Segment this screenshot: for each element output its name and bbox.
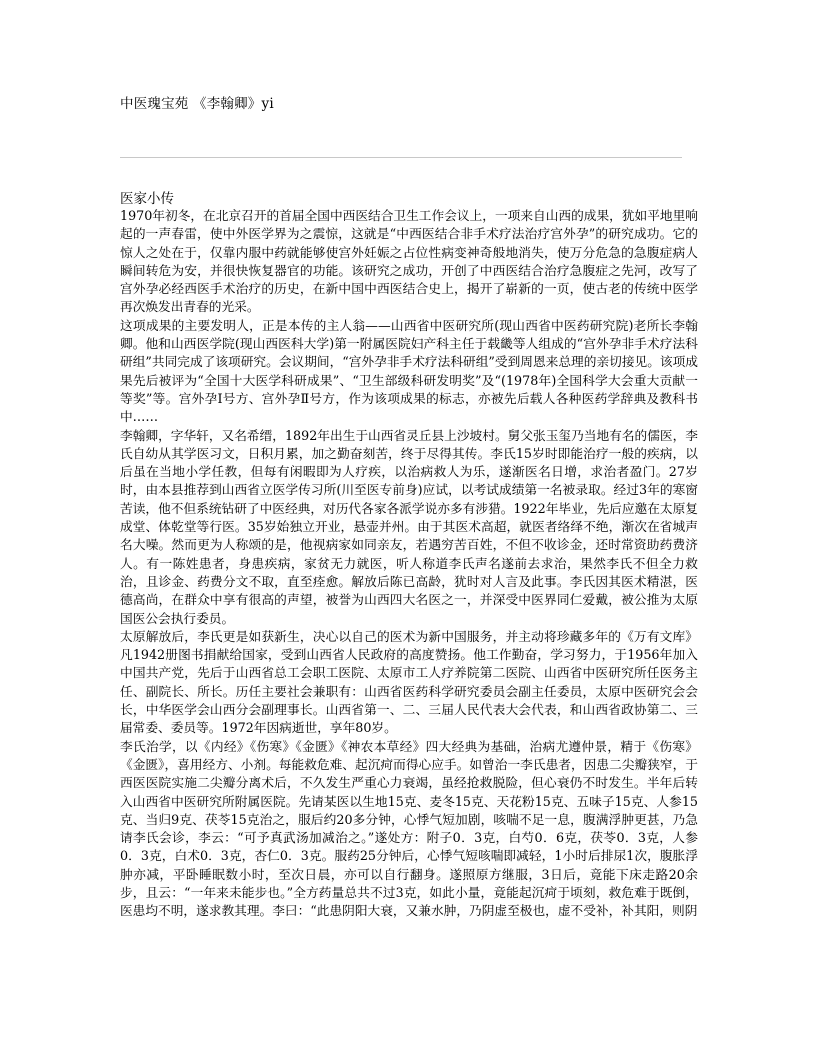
paragraph-1: 1970年初冬，在北京召开的首届全国中西医结合卫生工作会议上，一项来自山西的成果，犹如平地里响起的一声春雷，使中外医学界为之震惊，这就是“中西医结合非手术疗法治疗宫外孕”的研究成功。它的惊人之处在于，仅靠内服中药就能够使宫外妊娠之占位性病变神奇般地消失，使万分危急的急腹症病人瞬间转危为安，并很快恢复器官的功能。该研究之成功，开创了中西医结合治疗急腹症之先河，改写了宫外孕必经西医手术治疗的历史，在新中国中西医结合史上，揭开了崭新的一页，使古老的传统中医学再次焕发出青春的光采。 — [120, 208, 698, 315]
section-title: 医家小传 — [120, 191, 174, 207]
paragraph-2: 这项成果的主要发明人，正是本传的主人翁——山西省中医研究所(现山西省中医药研究院)老所长李翰卿。他和山西医学院(现山西医科大学)第一附属医院妇产科主任于载畿等人组成的“宫外孕非手术疗法科研组”共同完成了该项研究。会议期间，“宫外孕非手术疗法科研组”受到周恩来总理的亲切接见。该项成果先后被评为“全国十大医学科研成果”、“卫生部级科研发明奖”及“(1978年)全国科学大会重大贡献一等奖”等。宫外孕Ⅰ号方、宫外孕Ⅱ号方，作为该项成果的标志，亦被先后载人各种医药学辞典及教科书中…… — [120, 317, 698, 425]
paragraph-3: 李翰卿，字华轩，又名希缙，1892年出生于山西省灵丘县上沙坡村。舅父张玉玺乃当地有名的儒医，李氏自幼从其学医习文，日积月累，加之勤奋刻苦，终于尽得其传。李氏15岁时即能治疗一般的疾病，以后虽在当地小学任教，但每有闲暇即为人疗疾，以治病救人为乐，遂渐医名日增，求治者盈门。27岁时，由本县推荐到山西省立医学传习所(川至医专前身)应试，以考试成绩第一名被录取。经过3年的寒窗苦读，他不但系统钻研了中医经典，对历代各家各派学说亦多有涉猎。1922年毕业，先后应邀在太原复成堂、体乾堂等行医。35岁始独立开业，悬壶并州。由于其医术高超，就医者络绎不绝，渐次在省城声名大噪。然而更为人称颂的是，他视病家如同亲友，若遇穷苦百姓，不但不收诊金，还时常资助药费济人。有一陈姓患者，身患疾病，家贫无力就医，听人称道李氏声名遂前去求治，果然李氏不但全力救治，且诊金、药费分文不取，直至痊愈。解放后陈已高龄，犹时对人言及此事。李氏因其医术精湛，医德高尚，在群众中享有很高的声望，被誉为山西四大名医之一，并深受中医界同仁爱戴，被公推为太原国医公会执行委员。 — [120, 427, 698, 626]
paragraph-4: 太原解放后，李氏更是如获新生，决心以自己的医术为新中国服务，并主动将珍藏多年的《万有文库》凡1942册图书捐献给国家，受到山西省人民政府的高度赞扬。他工作勤奋，学习努力，于1956年加入中国共产党，先后于山西省总工会职工医院、太原市工人疗养院第二医院、山西省中医研究所任医务主任、副院长、所长。历任主要社会兼职有：山西省医药科学研究委员会副主任委员，太原中医研究会会长，中华医学会山西分会副理事长。山西省第一、二、三届人民代表大会代表，和山西省政协第二、三届常委、委员等。1972年因病逝世，享年80岁。 — [120, 628, 698, 736]
document-title: 中医瑰宝苑 《李翰卿》yi — [120, 96, 274, 112]
paragraph-5: 李氏治学，以《内经》《伤寒》《金匮》《神农本草经》四大经典为基础，治病尤遵仲景，精于《伤寒》《金匮》，喜用经方、小剂。每能救危难、起沉疴而得心应手。如曾治一李氏患者，因患二尖瓣狭窄，于西医医院实施二尖瓣分离术后，不久发生严重心力衰竭，虽经抢救脱险，但心衰仍不时发生。半年后转入山西省中医研究所附属医院。先请某医以生地15克、麦冬15克、天花粉15克、五味子15克、人参15克、当归9克、茯苓15克治之，服后约20多分钟，心悸气短加剧，咳喘不足一息，腹满浮肿更甚，乃急请李氏会诊，李云：“可予真武汤加减治之。”遂处方：附子0．3克，白芍0．6克，茯苓0．3克，人参0．3克，白术0．3克，杏仁0．3克。服药25分钟后，心悸气短咳喘即减轻，1小时后排尿1次，腹胀浮肿亦减，平卧睡眠数小时，至次日晨，亦可以自行翻身。遂照原方继服，3日后，竟能下床走路20余步，且云：“一年来未能步也。”全方药量总共不过3克，如此小量，竟能起沉疴于顷刻，救危难于既倒，医患均不明，遂求教其理。李曰：“此患阴阳大衰，又兼水肿，乃阴虚至极也，虚不受补，补其阳，则阴 — [120, 738, 698, 919]
body-text — [120, 207, 698, 921]
horizontal-divider — [120, 157, 682, 158]
